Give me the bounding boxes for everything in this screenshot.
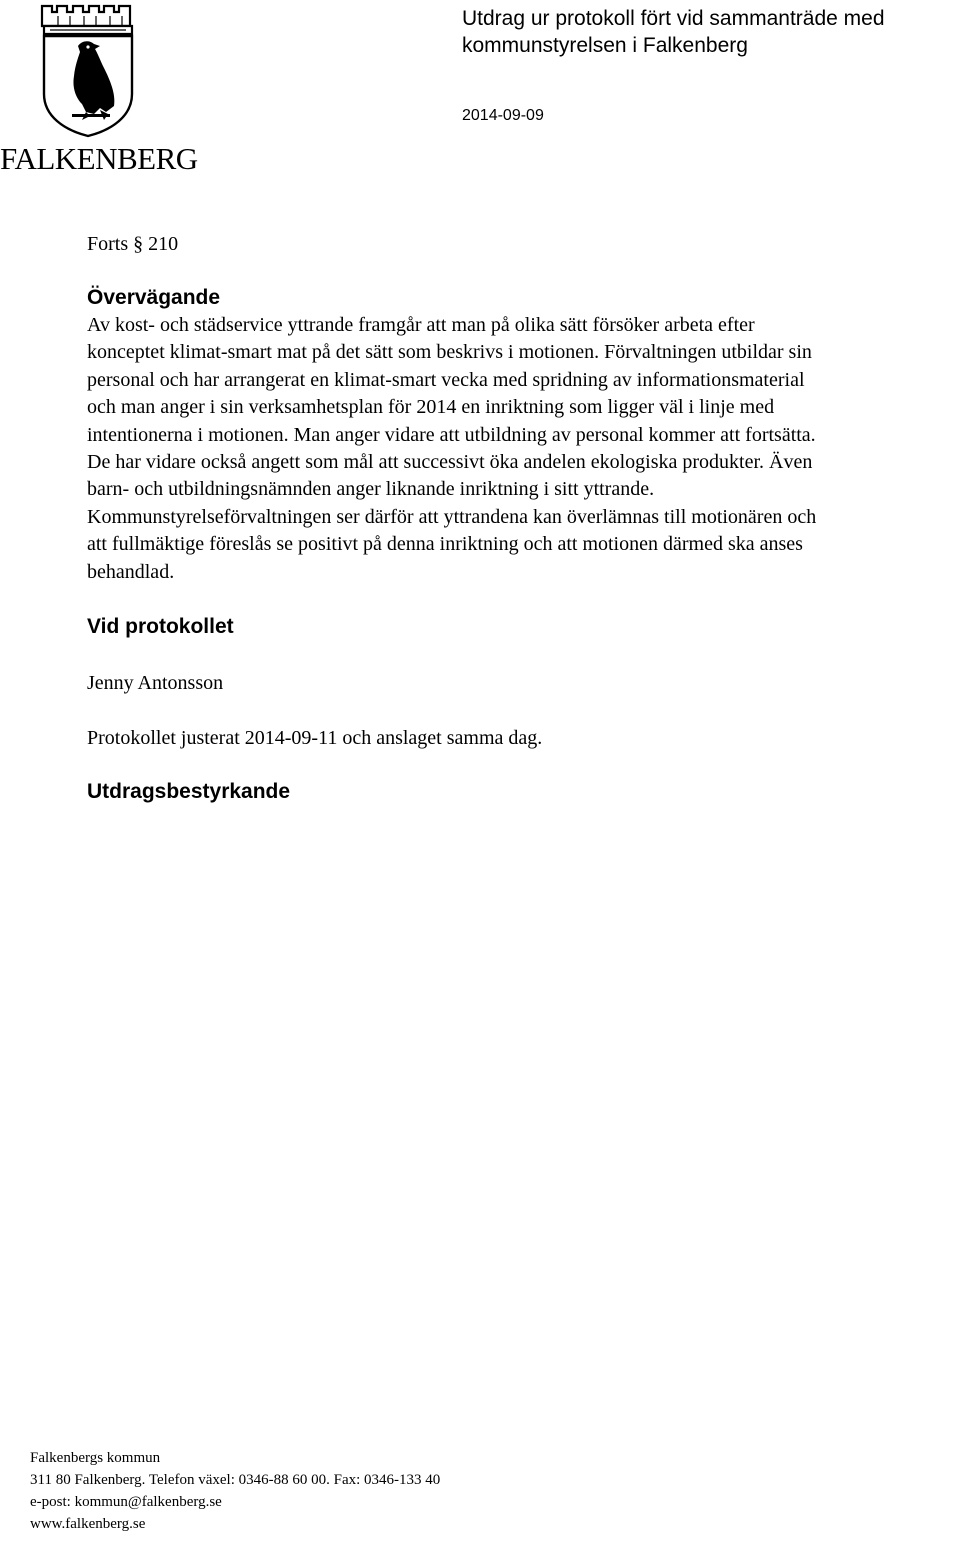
body-line: intentionerna i motionen. Man anger vidare att utbildning av personal kommer att fortsätta. [87, 423, 816, 446]
footer-address: 311 80 Falkenberg. Telefon växel: 0346-88 60 00. Fax: 0346-133 40 [30, 1472, 441, 1488]
body-line: Av kost- och städservice yttrande framgår att man på olika sätt försöker arbeta efter [87, 314, 755, 336]
body-paragraph [87, 312, 960, 586]
document-title-line-2: kommunstyrelsen i Falkenberg [462, 34, 748, 57]
document-title-line-1: Utdrag ur protokoll fört vid sammanträde med [462, 7, 885, 30]
body-line: Kommunstyrelseförvaltningen ser därför att yttrandena kan överlämnas till motionären och [87, 505, 817, 528]
body-line: barn- och utbildningsnämnden anger liknande inriktning i sitt yttrande. [87, 478, 655, 501]
heading-overvagande: Övervägande [87, 286, 221, 309]
body-line: behandlad. [87, 560, 175, 583]
body-line: konceptet klimat-smart mat på det sätt som beskrivs i motionen. Förvaltningen utbildar sin [87, 341, 812, 364]
footer-web: www.falkenberg.se [30, 1516, 146, 1532]
document-date: 2014-09-09 [462, 107, 544, 124]
footer-email: e-post: kommun@falkenberg.se [30, 1494, 222, 1510]
heading-utdragsbestyrkande: Utdragsbestyrkande [87, 780, 291, 803]
logo-wordmark: FALKENBERG [0, 141, 198, 176]
heading-vid-protokollet: Vid protokollet [87, 615, 234, 638]
body-line: och man anger i sin verksamhetsplan för 2014 en inriktning som ligger väl i linje med [87, 396, 775, 419]
body-line: personal och har arrangerat en klimat-smart vecka med spridning av informationsmaterial [87, 368, 805, 391]
body-line: att fullmäktige föreslås se positivt på denna inriktning och att motionen därmed ska anses [87, 533, 803, 556]
footer-org: Falkenbergs kommun [30, 1450, 161, 1466]
body-line: De har vidare också angett som mål att successivt öka andelen ekologiska produkter. Även [87, 451, 813, 474]
section-reference: Forts § 210 [87, 233, 179, 255]
footer-contact [30, 1447, 440, 1535]
falkenberg-crest-logo [38, 2, 138, 138]
document-title [462, 5, 952, 59]
justering-statement: Protokollet justerat 2014-09-11 och anslaget samma dag. [87, 727, 543, 749]
signer-name: Jenny Antonsson [87, 672, 224, 694]
